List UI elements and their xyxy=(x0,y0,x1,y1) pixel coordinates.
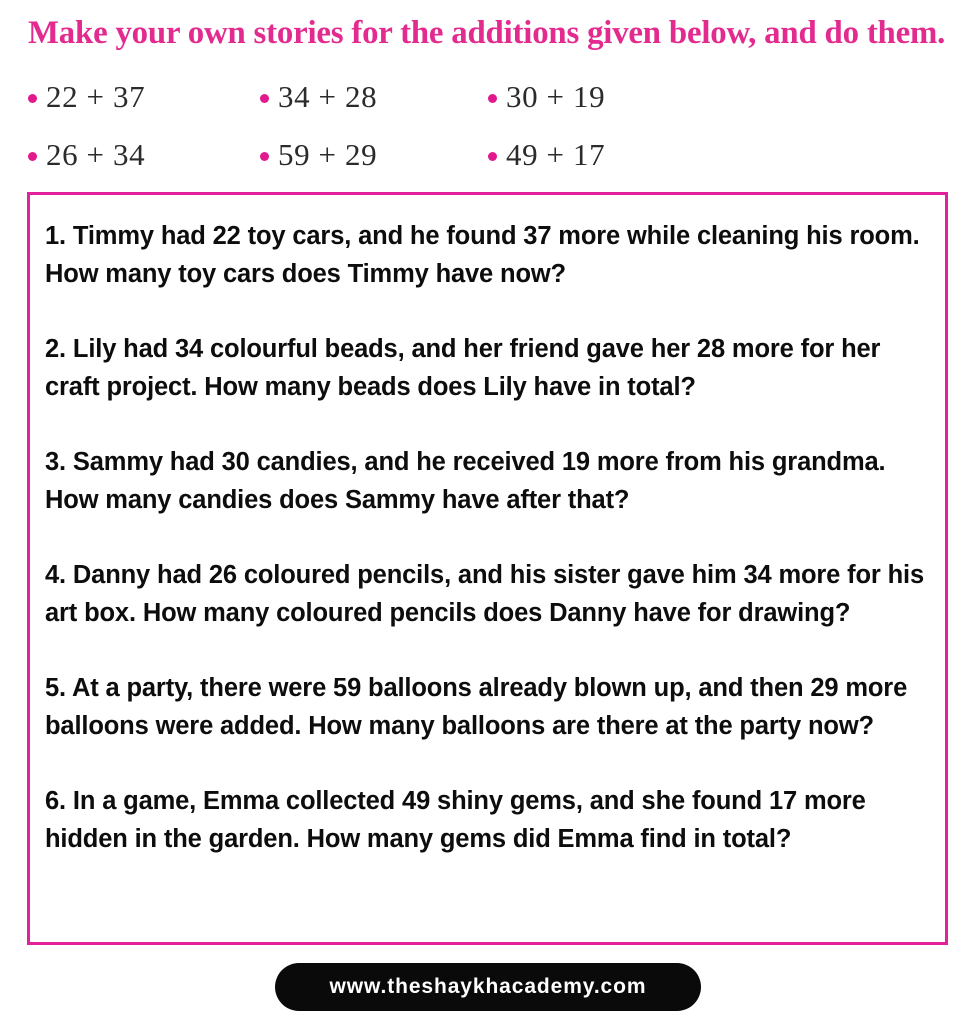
addition-expression: 30 + 19 xyxy=(506,79,606,114)
bullet-dot-icon xyxy=(28,94,37,103)
bullet-dot-icon xyxy=(260,94,269,103)
additions-list xyxy=(28,68,728,184)
bullet-dot-icon xyxy=(488,94,497,103)
story-problems-box xyxy=(27,192,948,945)
addition-expression: 22 + 37 xyxy=(46,79,146,114)
story-problem: 4. Danny had 26 coloured pencils, and his sister gave him 34 more for his art box. How many coloured pencils does Danny have for drawing? xyxy=(45,561,924,627)
addition-expression: 59 + 29 xyxy=(278,137,378,172)
story-problem: 2. Lily had 34 colourful beads, and her friend gave her 28 more for her craft project. How many beads does Lily have in total? xyxy=(45,335,881,401)
list-item xyxy=(260,138,488,172)
page-title: Make your own stories for the additions given below, and do them. xyxy=(28,15,946,51)
story-problem: 5. At a party, there were 59 balloons already blown up, and then 29 more balloons were added. How many balloons are there at the party now? xyxy=(45,674,908,740)
story-problem: 6. In a game, Emma collected 49 shiny gems, and she found 17 more hidden in the garden. How many gems did Emma find in total? xyxy=(45,787,866,853)
list-item xyxy=(488,138,728,172)
bullet-dot-icon xyxy=(28,152,37,161)
website-badge[interactable] xyxy=(275,963,701,1011)
website-url: www.theshaykhacademy.com xyxy=(329,975,647,998)
list-item xyxy=(260,80,488,114)
bullet-dot-icon xyxy=(260,152,269,161)
list-item xyxy=(28,80,260,114)
addition-expression: 34 + 28 xyxy=(278,79,378,114)
addition-expression: 49 + 17 xyxy=(506,137,606,172)
list-item xyxy=(28,138,260,172)
bullet-dot-icon xyxy=(488,152,497,161)
story-problem: 3. Sammy had 30 candies, and he received 19 more from his grandma. How many candies does Sammy have after that? xyxy=(45,448,886,514)
addition-expression: 26 + 34 xyxy=(46,137,146,172)
list-item xyxy=(488,80,728,114)
story-problem: 1. Timmy had 22 toy cars, and he found 37 more while cleaning his room. How many toy cars does Timmy have now? xyxy=(45,222,920,288)
